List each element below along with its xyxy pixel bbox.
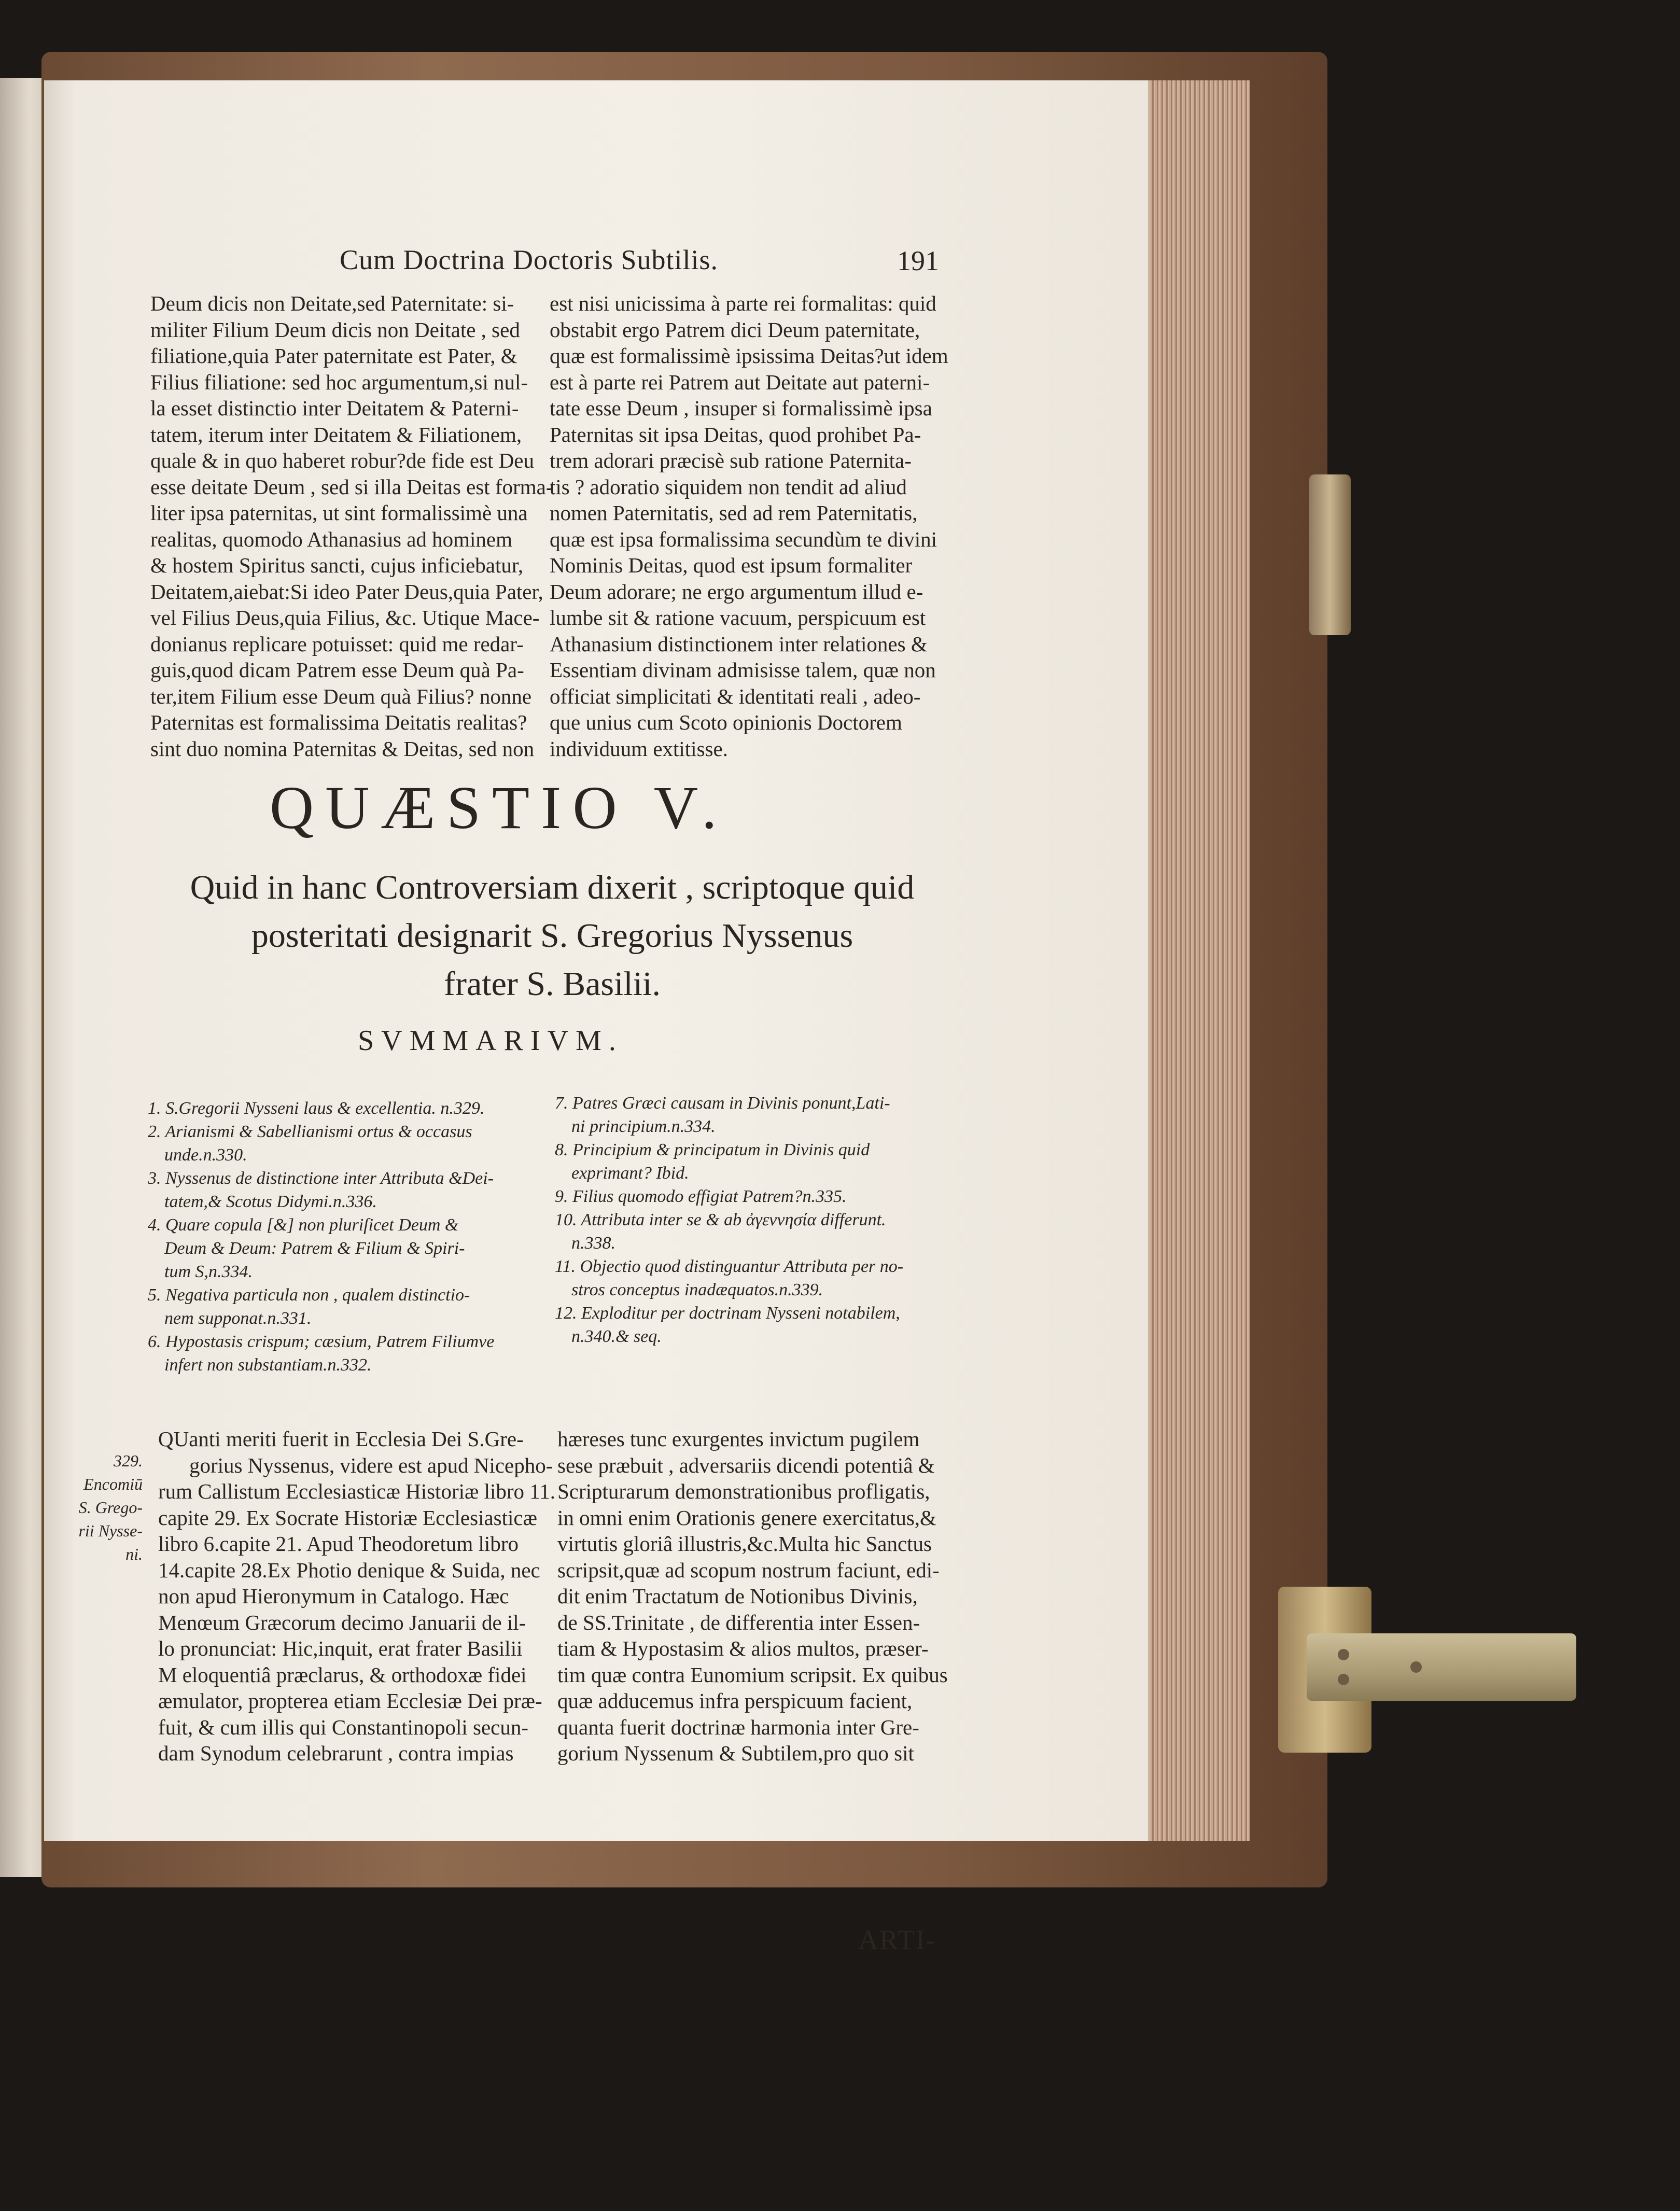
rivet-icon [1338,1674,1349,1685]
text-line: tis ? adoratio siquidem non tendit ad aliud [550,474,907,499]
clasp-strap [1307,1633,1576,1701]
summary-line: Deum & Deum: Patrem & Filium & Spiri- [164,1239,465,1258]
text-line: obstabit ergo Patrem dici Deum paternitate, [550,317,920,342]
text-line: Deitatem,aiebat:Si ideo Pater Deus,quia Pater, [150,579,543,604]
summary-heading: SVMMARIVM. [358,1025,623,1057]
text-line: Paternitas sit ipsa Deitas, quod prohibet Pa- [550,422,921,446]
summary-line: 2. Arianismi & Sabellianismi ortus & occasus [148,1122,472,1141]
summary-line: 1. S.Gregorii Nysseni laus & excellentia. n.329. [148,1099,485,1118]
catchword: ARTI- [858,1924,936,1955]
rivet-icon [1338,1649,1349,1660]
summary-line: unde.n.330. [164,1145,247,1165]
top-right-column [550,290,948,762]
text-line: gorium Nyssenum & Subtilem,pro quo sit [557,1741,914,1765]
text-line: tim quæ contra Eunomium scripsit. Ex quibus [557,1662,948,1687]
page-block-edges [1146,80,1250,1841]
text-line: de SS.Trinitate , de differentia inter Essen- [557,1610,920,1634]
text-line: quale & in quo haberet robur?de fide est Deu [150,449,535,472]
summary-line: tatem,& Scotus Didymi.n.336. [164,1192,377,1211]
text-line: capite 29. Ex Socrate Historiæ Ecclesiasticæ [158,1505,537,1530]
summary-line: nem supponat.n.331. [164,1309,312,1328]
text-line: lumbe sit & ratione vacuum, perspicuum est [550,606,926,629]
text-line: ter,item Filium esse Deum quà Filius? nonne [150,684,532,708]
margin-note [73,1449,143,1566]
text-line: quæ est formalissimè ipsissima Deitas?ut idem [550,344,948,368]
summary-line: 4. Quare copula [&] non pluriſicet Deum & [148,1215,459,1235]
text-line: & hostem Spiritus sancti, cujus inficiebatur, [150,553,524,577]
text-line: Nominis Deitas, quod est ipsum formaliter [550,553,913,577]
text-line: quæ est ipsa formalissima secundùm te divini [550,527,937,551]
question-title [163,863,941,1008]
summary-line: 9. Filius quomodo effigiat Patrem?n.335. [555,1187,847,1206]
text-line: officiat simplicitati & identitati reali , adeo- [550,684,921,708]
summary-line: 12. Exploditur per doctrinam Nysseni notabilem, [555,1304,900,1323]
margin-line: 329. [114,1451,143,1470]
text-line: donianus replicare potuisset: quid me redar- [150,632,524,656]
question-heading: QUÆSTIO V. [270,774,729,842]
text-line: tate esse Deum , insuper si formalissimè ipsa [550,396,932,420]
summary-line: 7. Patres Græci causam in Divinis ponunt,Lati- [555,1094,890,1113]
text-line: sese præbuit , adversariis dicendi potentiâ & [557,1453,935,1477]
margin-line: rii Nysse- [78,1521,143,1540]
summary-line: ni principium.n.334. [571,1117,716,1136]
text-line: la esset distinctio inter Deitatem & Paterni- [150,396,519,420]
text-line: Paternitas est formalissima Deitatis realitas? [150,710,527,734]
text-line: tatem, iterum inter Deitatem & Filiationem, [150,422,522,446]
summary-left-column [148,1097,494,1377]
text-line: est nisi unicissima à parte rei formalitas: quid [550,291,936,315]
text-line: Filius filiatione: sed hoc argumentum,si nul- [150,370,528,394]
text-line: dam Synodum celebrarunt , contra impias [158,1741,514,1765]
running-head: Cum Doctrina Doctoris Subtilis. [340,244,718,275]
text-line: militer Filium Deum dicis non Deitate , sed [150,317,520,342]
summary-line: 11. Objectio quod distinguantur Attributa per no- [555,1257,904,1276]
rivet-icon [1410,1661,1422,1673]
text-line: Deum adorare; ne ergo argumentum illud e- [550,579,923,604]
text-line: trem adorari præcisè sub ratione Paternita- [550,449,912,472]
body-left-column [158,1426,555,1767]
margin-line: Encomiū [83,1475,143,1493]
text-line: rum Callistum Ecclesiasticæ Historiæ libro 11. [158,1479,556,1503]
text-line: Athanasium distinctionem inter relationes & [550,632,928,656]
text-line: fuit, & cum illis qui Constantinopoli secun- [158,1715,529,1739]
text-line: est à parte rei Patrem aut Deitate aut paterni- [550,370,930,394]
clasp-catch-top [1309,474,1351,635]
text-line: hæreses tunc exurgentes invictum pugilem [557,1427,920,1451]
summary-line: 6. Hypostasis crispum; cæsium, Patrem Filiumve [148,1332,495,1351]
text-line: gorius Nyssenus, videre est apud Nicepho- [189,1453,553,1477]
summary-right-column [555,1091,903,1348]
margin-line: S. Grego- [78,1498,143,1517]
summary-line: 3. Nyssenus de distinctione inter Attributa &Dei- [148,1169,494,1188]
text-line: tiam & Hypostasim & alios multos, præser- [557,1636,929,1660]
text-line: 14.capite 28.Ex Photio denique & Suida, nec [158,1558,540,1582]
text-line: nomen Paternitatis, sed ad rem Paternitatis, [550,501,918,525]
top-left-column [150,290,553,762]
title-line: posteritati designarit S. Gregorius Nyssenus [251,917,853,955]
text-line: esse deitate Deum , sed si illa Deitas est forma- [150,474,553,499]
text-line: quanta fuerit doctrinæ harmonia inter Gre- [557,1715,919,1739]
text-line: æmulator, propterea etiam Ecclesiæ Dei præ- [158,1689,542,1713]
text-line: Menœum Græcorum decimo Januarii de il- [158,1610,526,1634]
summary-line: 8. Principium & principatum in Divinis quid [555,1140,870,1159]
summary-line: exprimant? Ibid. [571,1164,689,1183]
text-line: QUanti meriti fuerit in Ecclesia Dei S.Gre- [158,1427,524,1451]
summary-line: n.340.& seq. [571,1327,662,1346]
title-line: Quid in hanc Controversiam dixerit , scriptoque quid [190,869,915,906]
text-line: liter ipsa paternitas, ut sint formalissimè una [150,501,528,525]
margin-line: ni. [125,1545,143,1563]
text-line: vel Filius Deus,quia Filius, &c. Utique Mace- [150,606,540,629]
text-line: in omni enim Orationis genere exercitatus,& [557,1505,936,1530]
text-line: Essentiam divinam admisisse talem, quæ non [550,658,936,682]
summary-line: 10. Attributa inter se & ab ἀγεννησία differunt. [555,1210,886,1229]
text-line: guis,quod dicam Patrem esse Deum quà Pa- [150,658,524,682]
summary-line: infert non substantiam.n.332. [164,1355,372,1375]
summary-line: stros conceptus inadæquatos.n.339. [571,1280,823,1299]
summary-line: tum S,n.334. [164,1262,253,1281]
page-number: 191 [897,245,939,276]
text-line: lo pronunciat: Hic,inquit, erat frater Basilii [158,1636,523,1660]
text-line: dit enim Tractatum de Notionibus Divinis, [557,1584,918,1608]
text-line: individuum extitisse. [550,736,728,761]
text-line: virtutis gloriâ illustris,&c.Multa hic Sanctus [557,1532,932,1556]
text-line: sint duo nomina Paternitas & Deitas, sed non [150,736,535,761]
text-line: M eloquentiâ præclarus, & orthodoxæ fidei [158,1662,527,1687]
text-line: realitas, quomodo Athanasius ad hominem [150,527,513,551]
text-line: Scripturarum demonstrationibus profligatis, [557,1479,930,1503]
summary-line: 5. Negativa particula non , qualem distinctio- [148,1285,470,1305]
text-line: Deum dicis non Deitate,sed Paternitate: si- [150,291,514,315]
text-line: que unius cum Scoto opinionis Doctorem [550,710,902,734]
text-line: non apud Hieronymum in Catalogo. Hæc [158,1584,509,1608]
text-line: libro 6.capite 21. Apud Theodoretum libro [158,1532,519,1556]
title-line: frater S. Basilii. [444,965,661,1003]
body-right-column [557,1426,948,1767]
text-line: scripsit,quæ ad scopum nostrum faciunt, edi- [557,1558,940,1582]
text-line: quæ adducemus infra perspicuum facient, [557,1689,913,1713]
text-line: filiatione,quia Pater paternitate est Pater, & [150,344,517,368]
summary-line: n.338. [571,1234,615,1253]
